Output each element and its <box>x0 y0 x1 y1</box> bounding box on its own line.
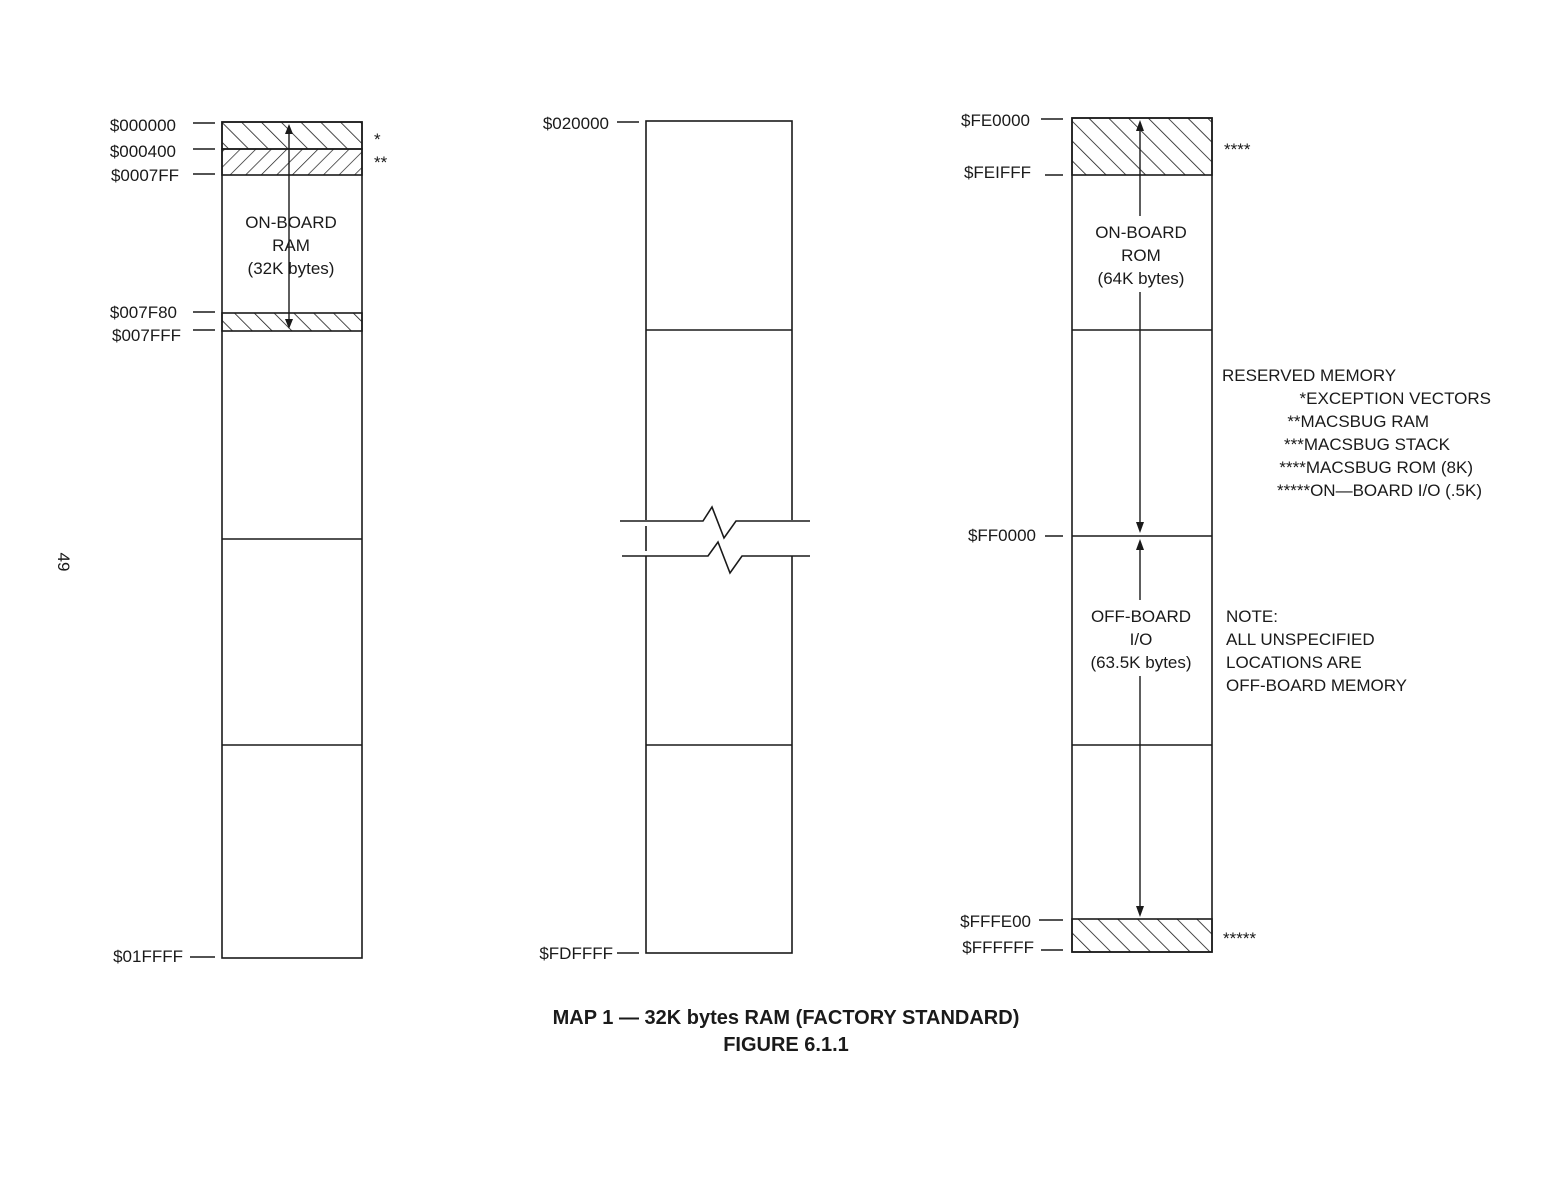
addr-000400: $000400 <box>109 142 176 161</box>
exception-vectors-region <box>222 122 362 149</box>
note-line2: LOCATIONS ARE <box>1226 653 1362 672</box>
io-label-line2: I/O <box>1129 630 1153 649</box>
middle-column <box>539 114 815 963</box>
note-line3: OFF-BOARD MEMORY <box>1226 676 1408 695</box>
rom-label-line3: (64K bytes) <box>1097 269 1185 288</box>
legend-item-macsbug-ram: **MACSBUG RAM <box>1287 412 1429 431</box>
figure-caption-number: FIGURE 6.1.1 <box>723 1034 849 1056</box>
addr-000000: $000000 <box>109 116 176 135</box>
addr-020000: $020000 <box>542 114 609 133</box>
addr-0007ff: $0007FF <box>110 166 179 185</box>
note-line1: ALL UNSPECIFIED <box>1226 630 1375 649</box>
note-block <box>1226 607 1407 695</box>
addr-007f80: $007F80 <box>109 303 177 322</box>
addr-007fff: $007FFF <box>112 326 181 345</box>
rom-label-line1: ON-BOARD <box>1095 223 1187 242</box>
marker-vectors: * <box>374 130 381 149</box>
legend-title: RESERVED MEMORY <box>1222 366 1397 385</box>
marker-onboard-io: ***** <box>1223 929 1257 948</box>
ram-block-label-line2: RAM <box>272 236 310 255</box>
addr-fe1fff: $FEIFFF <box>963 163 1031 182</box>
addr-01ffff: $01FFFF <box>113 947 183 966</box>
addr-fe0000: $FE0000 <box>961 111 1030 130</box>
legend-item-macsbug-rom: ****MACSBUG ROM (8K) <box>1279 458 1473 477</box>
addr-fffe00: $FFFE00 <box>960 912 1031 931</box>
legend-item-exception-vectors: *EXCEPTION VECTORS <box>1299 389 1491 408</box>
rom-io-column <box>960 111 1256 957</box>
io-label-line3: (63.5K bytes) <box>1090 653 1192 672</box>
addr-ffffff: $FFFFFF <box>962 938 1034 957</box>
marker-macsbug-rom: **** <box>1224 140 1251 159</box>
io-label-line1: OFF-BOARD <box>1090 607 1192 626</box>
ram-block-label-line3: (32K bytes) <box>247 259 335 278</box>
rom-label-line2: ROM <box>1121 246 1161 265</box>
macsbug-stack-region <box>222 313 362 331</box>
page-number: 49 <box>54 552 73 572</box>
marker-macsbug-ram: ** <box>374 153 388 172</box>
legend-item-onboard-io: *****ON—BOARD I/O (.5K) <box>1277 481 1482 500</box>
addr-ff0000: $FF0000 <box>967 526 1036 545</box>
figure-caption-title: MAP 1 — 32K bytes RAM (FACTORY STANDARD) <box>552 1007 1020 1029</box>
ram-block-label-line1: ON-BOARD <box>245 213 337 232</box>
reserved-memory-legend <box>1222 366 1491 500</box>
addr-fdffff: $FDFFFF <box>539 944 613 963</box>
ram-column <box>110 116 388 966</box>
onboard-io-region <box>1072 919 1212 952</box>
macsbug-ram-region <box>222 149 362 175</box>
note-title: NOTE: <box>1226 607 1278 626</box>
legend-item-macsbug-stack: ***MACSBUG STACK <box>1284 435 1450 454</box>
